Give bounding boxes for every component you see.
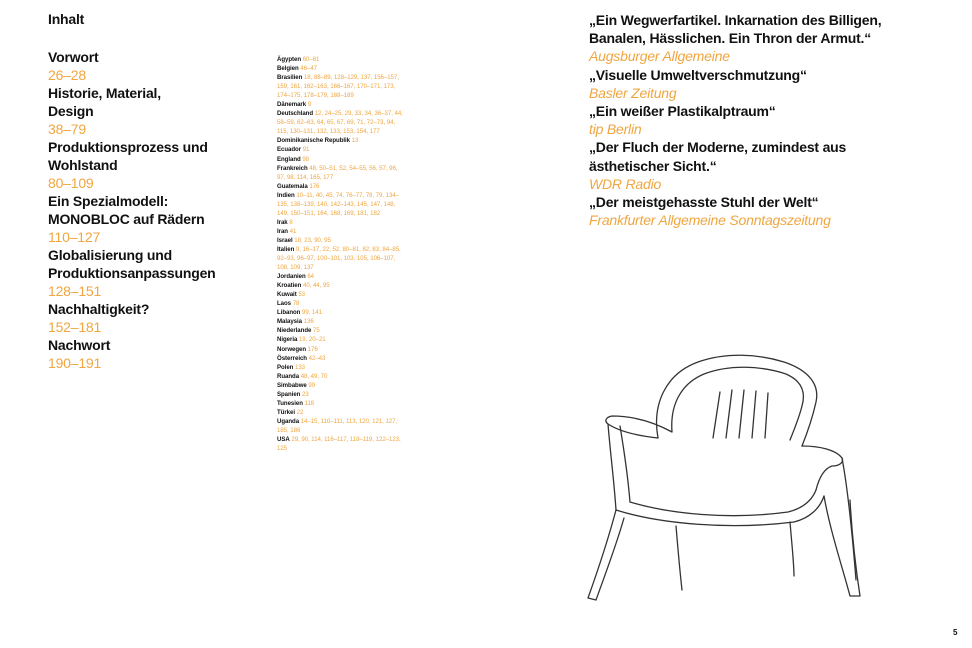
- quote-source: Frankfurter Allgemeine Sonntagszeitung: [589, 212, 831, 229]
- toc-entry: [48, 48, 258, 84]
- toc-entry-title: Historie, Material, Design: [48, 85, 161, 119]
- index-pages: 10–11, 40, 45, 74, 76–77, 78, 79, 134–135, 138–139, 140, 142–143, 145, 147, 148, 149, 150–151, 164, 168, 169, 181, 182: [277, 191, 400, 217]
- index-entry: [277, 145, 405, 154]
- index-entry: [277, 417, 405, 435]
- table-of-contents: [48, 48, 258, 372]
- index-entry: [277, 100, 405, 109]
- index-country: Malaysia: [277, 318, 303, 326]
- toc-entry-title: Globalisierung und Produktionsanpassungen: [48, 247, 216, 281]
- country-index: [277, 55, 405, 453]
- index-pages: 14–15, 110–111, 113, 120, 121, 127, 185, 186: [277, 417, 398, 434]
- index-country: Jordanien: [277, 273, 306, 281]
- toc-entry-title: Ein Spezialmodell: MONOBLOC auf Rädern: [48, 193, 205, 227]
- index-pages: 91: [302, 146, 310, 154]
- index-pages: 98: [302, 155, 310, 163]
- index-entry: [277, 345, 405, 354]
- page-number: 5: [953, 628, 958, 637]
- index-pages: 9, 16–17, 22, 52, 80–81, 82, 83, 84–85, 92–93, 96–97, 100–101, 103, 105, 106–107, 108, 109, 137: [277, 245, 401, 272]
- index-entry: [277, 73, 405, 100]
- toc-entry: [48, 300, 258, 336]
- index-entry: [277, 408, 405, 417]
- index-pages: 48, 49, 70: [300, 372, 328, 380]
- index-country: Tunesien: [277, 399, 303, 407]
- index-entry: [277, 136, 405, 145]
- index-country: Ruanda: [277, 372, 300, 380]
- index-country: Libanon: [277, 309, 301, 317]
- toc-entry-pages: 152–181: [48, 319, 102, 335]
- index-pages: 99, 141: [302, 309, 322, 317]
- index-entry: [277, 399, 405, 408]
- index-country: Guatemala: [277, 182, 308, 190]
- index-country: Niederlande: [277, 327, 312, 335]
- index-pages: 48, 50–51, 52, 54–55, 56, 57, 96, 97, 98, 114, 165, 177: [277, 164, 398, 181]
- index-country: Kroatien: [277, 282, 302, 290]
- index-pages: 75: [313, 327, 320, 335]
- index-pages: 133: [295, 363, 306, 371]
- index-country: Laos: [277, 300, 292, 308]
- index-country: Polen: [277, 363, 294, 371]
- index-pages: 18, 23, 90, 95: [294, 236, 331, 244]
- index-entry: [277, 164, 405, 182]
- index-entry: [277, 372, 405, 381]
- index-pages: 18, 88–89, 128–129, 137, 156–157, 159, 161, 162–163, 166–167, 170–171, 173, 174–175, 178–179, 188–189: [277, 74, 399, 100]
- quote-text: „Der meistgehasste Stuhl der Welt“: [589, 194, 819, 211]
- index-country: Kuwait: [277, 291, 297, 299]
- index-entry: [277, 335, 405, 344]
- index-entry: [277, 109, 405, 136]
- index-entry: [277, 236, 405, 245]
- index-country: Belgien: [277, 65, 299, 73]
- index-entry: [277, 245, 405, 272]
- index-pages: 29, 90, 114, 116–117, 118–119, 122–123, 125: [277, 435, 401, 453]
- index-entry: [277, 363, 405, 372]
- index-entry: [277, 218, 405, 227]
- index-entry: [277, 281, 405, 290]
- index-country: Israel: [277, 236, 293, 244]
- index-country: Irak: [277, 218, 288, 226]
- index-entry: [277, 182, 405, 191]
- toc-entry-title: Nachwort: [48, 337, 111, 353]
- index-country: Simbabwe: [277, 381, 307, 389]
- toc-entry: [48, 192, 258, 246]
- index-pages: 42–43: [308, 354, 326, 362]
- index-entry: [277, 308, 405, 317]
- press-quotes: [589, 11, 929, 229]
- index-pages: 9: [307, 101, 312, 109]
- index-country: Nigeria: [277, 336, 298, 344]
- index-entry: [277, 435, 405, 453]
- quote-text: „Visuelle Umweltverschmutzung“: [589, 66, 807, 83]
- index-country: Iran: [277, 227, 288, 235]
- index-pages: 13: [351, 137, 359, 145]
- index-country: Norwegen: [277, 345, 307, 353]
- index-entry: [277, 155, 405, 164]
- quote-block: [589, 138, 929, 193]
- index-entry: [277, 390, 405, 399]
- toc-entry-pages: 38–79: [48, 121, 86, 137]
- index-pages: 40, 44, 95: [302, 282, 330, 290]
- quote-source: WDR Radio: [589, 175, 662, 192]
- index-pages: 118: [304, 399, 315, 407]
- index-entry: [277, 381, 405, 390]
- index-country: Ägypten: [277, 56, 302, 63]
- index-pages: 136: [303, 318, 314, 326]
- index-country: Spanien: [277, 390, 301, 398]
- toc-entry-pages: 190–191: [48, 355, 102, 371]
- index-country: Brasilien: [277, 74, 303, 82]
- index-pages: 64: [307, 273, 315, 281]
- quote-block: [589, 11, 929, 66]
- index-country: Indien: [277, 191, 295, 199]
- index-country: Deutschland: [277, 110, 314, 118]
- toc-entry-pages: 26–28: [48, 67, 86, 83]
- index-entry: [277, 64, 405, 73]
- index-pages: 53: [298, 291, 306, 299]
- index-country: Türkei: [277, 408, 295, 416]
- quote-text: „Ein Wegwerfartikel. Inkarnation des Billigen, Banalen, Hässlichen. Ein Thron der Armut.“: [589, 12, 882, 47]
- quote-text: „Ein weißer Plastikalptraum“: [589, 103, 776, 120]
- index-country: Italien: [277, 245, 295, 253]
- toc-entry: [48, 84, 258, 138]
- toc-entry-title: Nachhaltigkeit?: [48, 301, 150, 317]
- index-pages: 60–61: [302, 56, 320, 63]
- index-country: Frankreich: [277, 164, 308, 172]
- index-pages: 78: [292, 300, 300, 308]
- index-pages: 8: [289, 218, 293, 226]
- index-entry: [277, 326, 405, 335]
- index-entry: [277, 290, 405, 299]
- quote-source: Augsburger Allgemeine: [589, 48, 730, 65]
- index-pages: 23: [302, 390, 309, 398]
- index-pages: 41: [289, 227, 297, 235]
- index-entry: [277, 317, 405, 326]
- index-country: USA: [277, 435, 290, 443]
- index-country: Dominikanische Republik: [277, 137, 351, 145]
- toc-entry: [48, 336, 258, 372]
- index-country: Ecuador: [277, 146, 302, 154]
- index-pages: 176: [307, 345, 318, 353]
- index-country: Österreich: [277, 354, 307, 362]
- index-pages: 19, 20–21: [298, 336, 326, 344]
- toc-entry-title: Vorwort: [48, 49, 99, 65]
- index-entry: [277, 191, 405, 218]
- toc-entry-pages: 110–127: [48, 229, 101, 245]
- quote-block: [589, 66, 929, 102]
- toc-heading: Inhalt: [48, 11, 85, 27]
- index-pages: 22: [296, 408, 304, 416]
- index-country: Uganda: [277, 417, 300, 425]
- toc-entry: [48, 138, 258, 192]
- index-entry: [277, 272, 405, 281]
- index-entry: [277, 354, 405, 363]
- index-pages: 176: [309, 182, 320, 190]
- quote-block: [589, 193, 929, 229]
- index-entry: [277, 299, 405, 308]
- quote-block: [589, 102, 929, 138]
- quote-text: „Der Fluch der Moderne, zumindest aus ästhetischer Sicht.“: [589, 139, 847, 174]
- index-country: Dänemark: [277, 101, 307, 109]
- index-pages: 12, 24–25, 29, 33, 34, 36–37, 44, 58–59, 62–63, 64, 65, 67, 69, 71, 72–73, 94, 115, 130–131, 132, 133, 153, 154, 177: [277, 110, 403, 136]
- index-entry: [277, 227, 405, 236]
- toc-entry-title: Produktionsprozess und Wohlstand: [48, 139, 208, 173]
- index-pages: 46–47: [300, 65, 318, 73]
- index-country: England: [277, 155, 301, 163]
- index-pages: 99: [308, 381, 316, 389]
- toc-entry-pages: 128–151: [48, 283, 102, 299]
- quote-source: tip Berlin: [589, 121, 642, 138]
- toc-entry-pages: 80–109: [48, 175, 94, 191]
- monobloc-chair-icon: [580, 350, 880, 610]
- index-entry: [277, 55, 405, 64]
- quote-source: Basler Zeitung: [589, 84, 677, 101]
- toc-entry: [48, 246, 258, 300]
